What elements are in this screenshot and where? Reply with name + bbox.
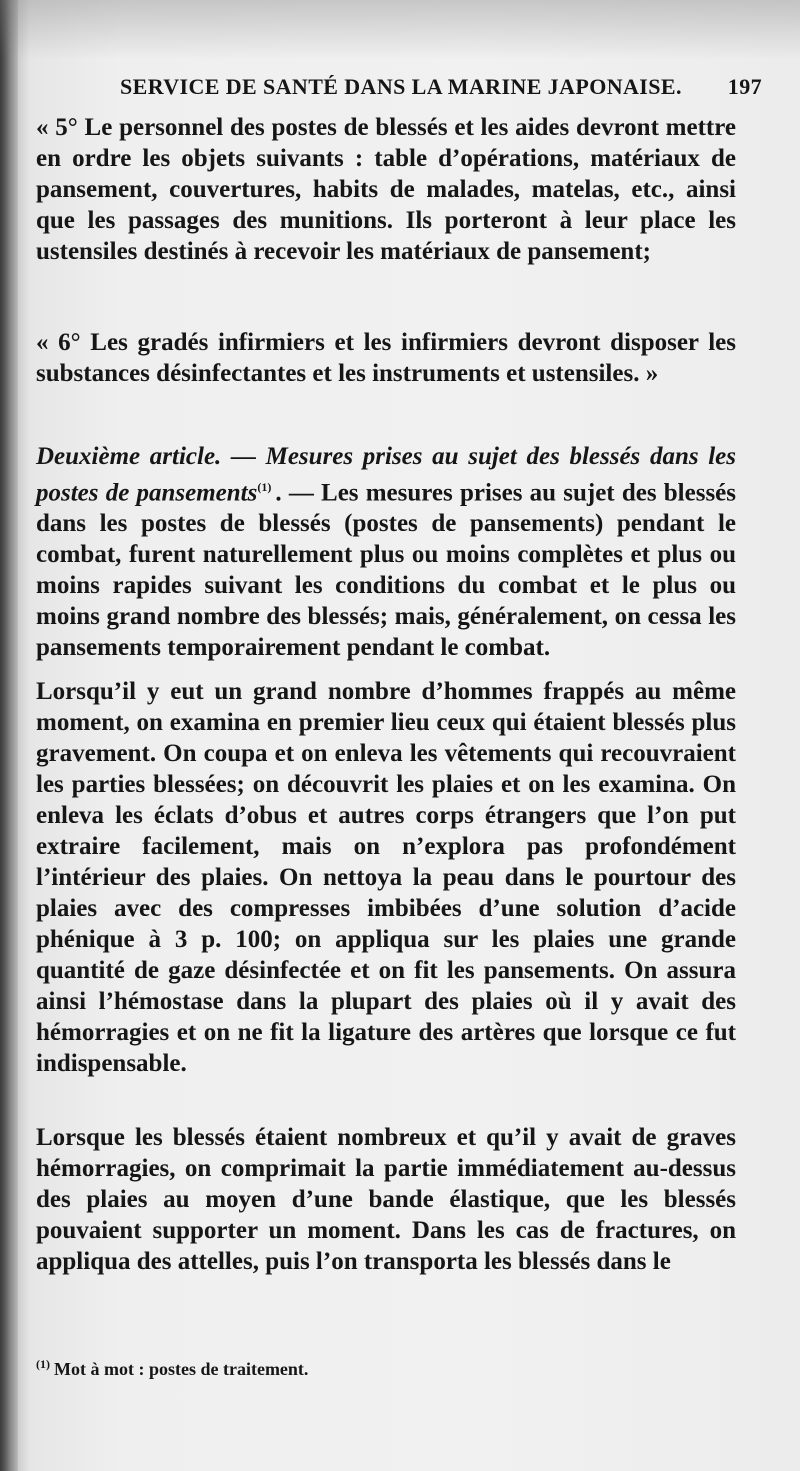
footnote-divider <box>50 1332 700 1333</box>
page-header <box>36 74 762 108</box>
running-title: SERVICE DE SANTÉ DANS LA MARINE JAPONAISE. <box>120 74 682 99</box>
footnote <box>36 1352 736 1381</box>
page-left-edge-shadow <box>0 0 18 1471</box>
footnote-text: Mot à mot : postes de traitement. <box>54 1359 309 1379</box>
page-number: 197 <box>727 74 762 99</box>
page-top-shadow <box>0 0 800 60</box>
paragraph-deuxieme-article <box>36 441 736 663</box>
footnote-reference: (1) <box>257 480 272 494</box>
article-heading: Deuxième article. — Mesures prises au sujet des blessés dans les postes de pansements <box>36 443 736 507</box>
paragraph-hemorrhage: Lorsque les blessés étaient nombreux et qu’il y avait de graves hémorragies, on comprimait la partie immédiatement au-dessus des plaies au moyen d’une bande élastique, que les blessés pouvaient supporter un moment. Dans les cas de fractures, on appliqua des attelles, puis l’on transporta les blessés dans le <box>36 1124 736 1275</box>
paragraph-3-text: . — Les mesures prises au sujet des blessés dans les postes de blessés (postes de pansements) pendant le combat, furent naturellement plus ou moins complètes et plus ou moins rapides suivant les conditions du combat et le plus ou moins grand nombre des blessés; mais, généralement, on cessa les pansements temporairement pendant le combat. <box>36 479 736 662</box>
paragraph-6-infirmiers: « 6° Les gradés infirmiers et les infirmiers devront disposer les substances désinfectantes et les instruments et ustensiles. » <box>36 329 736 387</box>
footnote-mark: (1) <box>36 1357 50 1371</box>
paragraph-examination: Lorsqu’il y eut un grand nombre d’hommes frappés au même moment, on examina en premier lieu ceux qui étaient blessés plus gravement. On coupa et on enleva les vêtements qui recouvraient les parties blessées; on découvrit les plaies et on les examina. On enleva les éclats d’obus et autres corps étrangers que l’on put extraire facilement, mais on n’explora pas profondément l’intérieur des plaies. On nettoya la peau dans le pourtour des plaies avec des compresses imbibées d’une solution d’acide phénique à 3 p. 100; on appliqua sur les plaies une grande quantité de gaze désinfectée et on fit les pansements. On assura ainsi l’hémostase dans la plupart des plaies où il y avait des hémorragies et on ne fit la ligature des artères que lorsque ce fut indispensable. <box>36 678 736 1077</box>
paragraph-5-personnel: « 5° Le personnel des postes de blessés et les aides devront mettre en ordre les objets suivants : table d’opérations, matériaux de pansement, couvertures, habits de malades, matelas, etc., ainsi que les passages des munitions. Ils porteront à leur place les ustensiles destinés à recevoir les matériaux de pansement; <box>36 114 736 265</box>
